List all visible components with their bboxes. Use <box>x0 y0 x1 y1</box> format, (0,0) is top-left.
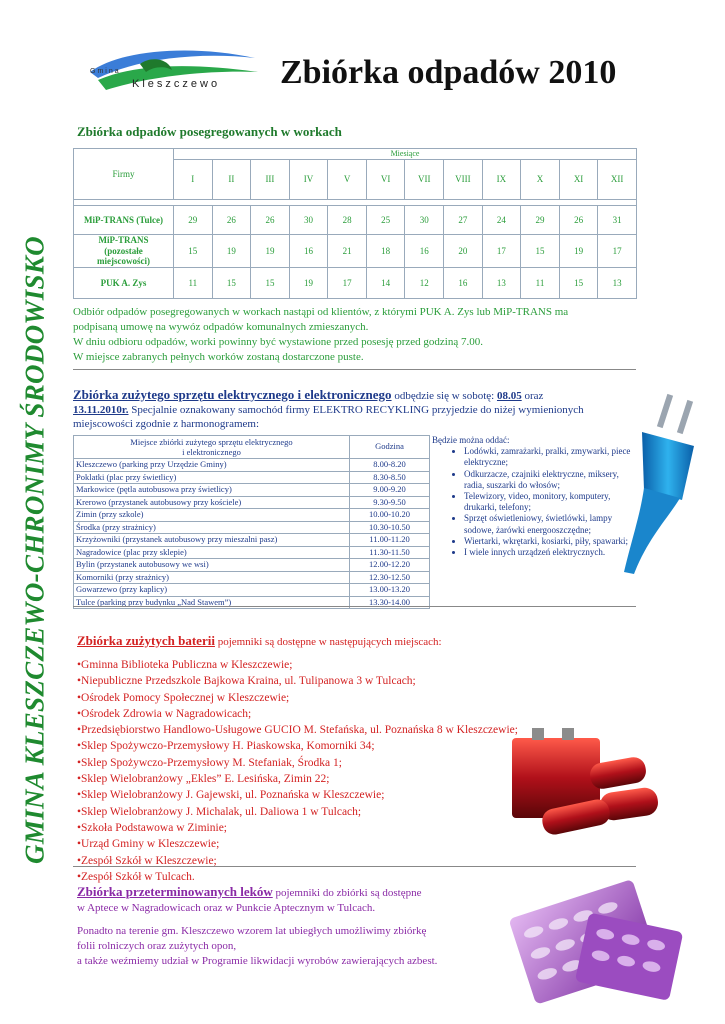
months-header: Miesiące <box>174 149 637 160</box>
place-cell: Nagradowice (plac przy sklepie) <box>74 546 350 559</box>
list-item: •Sklep Wielobranżowy „Ekles” E. Lesińska, Zimin 22; <box>77 773 330 786</box>
closing-line: Ponadto na terenie gm. Kleszczewo wzorem lat ubiegłych umożliwimy zbiórkę <box>77 925 427 937</box>
table-row <box>74 471 430 484</box>
table-row <box>74 459 430 472</box>
section2-heading: Zbiórka zużytego sprzętu elektrycznego i elektronicznego <box>73 387 392 402</box>
table-row <box>74 571 430 584</box>
table-row <box>74 534 430 547</box>
section1-heading: Zbiórka odpadów posegregowanych w workach <box>77 124 342 139</box>
month-cell: II <box>212 160 251 200</box>
value-cell: 19 <box>212 235 251 268</box>
list-item: •Ośrodek Pomocy Społecznej w Kleszczewie; <box>77 691 290 704</box>
place-cell: Poklatki (plac przy świetlicy) <box>74 471 350 484</box>
table-row <box>74 584 430 597</box>
table-row <box>74 496 430 509</box>
month-cell: XI <box>559 160 598 200</box>
list-item: •Sklep Spożywczo-Przemysłowy M. Stefaniak, Środka 1; <box>77 756 342 769</box>
time-cell: 8.30-8.50 <box>350 471 430 484</box>
waste-schedule-table <box>73 148 637 299</box>
list-item: • Wiertarki, wkrętarki, kosiarki, piły, spawarki; <box>464 536 635 547</box>
divider <box>73 369 636 370</box>
value-cell: 15 <box>212 268 251 299</box>
value-cell: 11 <box>521 268 560 299</box>
value-cell: 12 <box>405 268 444 299</box>
col-place-line2: i elektronicznego <box>182 447 241 457</box>
month-cell: VI <box>366 160 405 200</box>
value-cell: 14 <box>366 268 405 299</box>
section4-heading: Zbiórka przeterminowanych leków <box>77 884 273 899</box>
section3-heading: Zbiórka zużytych baterii <box>77 633 215 648</box>
value-cell: 20 <box>444 235 483 268</box>
time-cell: 9.30-9.50 <box>350 496 430 509</box>
section2-intro-a: odbędzie się w sobotę: <box>394 390 495 402</box>
place-cell: Bylin (przystanek autobusowy we wsi) <box>74 559 350 572</box>
value-cell: 29 <box>174 206 213 235</box>
place-cell: Kleszczewo (parking przy Urzędzie Gminy) <box>74 459 350 472</box>
logo-small-text: Gmina <box>90 68 121 75</box>
place-cell: Środka (przy strażnicy) <box>74 521 350 534</box>
list-item: •Zespół Szkół w Kleszczewie; <box>77 854 217 867</box>
value-cell: 17 <box>328 268 367 299</box>
list-item: •Niepubliczne Przedszkole Bajkowa Kraina, ul. Tulipanowa 3 w Tulcach; <box>77 675 416 688</box>
section4-heading-row <box>77 884 422 900</box>
list-item: • Sprzęt oświetleniowy, świetlówki, lampy sodowe, żarówki energooszczędne; <box>464 513 635 535</box>
value-cell: 26 <box>559 206 598 235</box>
section2-date1: 08.05 <box>496 390 522 402</box>
time-cell: 11.00-11.20 <box>350 534 430 547</box>
firms-header: Firmy <box>74 149 174 200</box>
value-cell: 29 <box>521 206 560 235</box>
firm-name: MiP-TRANS (Tulce) <box>74 206 174 235</box>
section2-date2: 13.11.2010r. <box>73 404 129 416</box>
time-cell: 9.00-9.20 <box>350 484 430 497</box>
time-cell: 11.30-11.50 <box>350 546 430 559</box>
table-row <box>74 509 430 522</box>
list-item: • Telewizory, video, monitory, komputery, drukarki, telefony; <box>464 491 635 513</box>
value-cell: 27 <box>444 206 483 235</box>
battery-locations <box>77 657 518 885</box>
value-cell: 24 <box>482 206 521 235</box>
section3-heading-row <box>77 633 442 649</box>
place-cell: Krzyżowniki (przystanek autobusowy przy mieszalni pasz) <box>74 534 350 547</box>
note-line: W dniu odbioru odpadów, worki powinny być wystawione przed posesję przed godziną 7.00. <box>73 336 483 348</box>
table-row <box>74 559 430 572</box>
firm-name: MiP-TRANS (pozostałe miejscowości) <box>74 235 174 268</box>
value-cell: 19 <box>251 235 290 268</box>
value-cell: 26 <box>212 206 251 235</box>
time-cell: 12.30-12.50 <box>350 571 430 584</box>
table-row <box>74 268 637 299</box>
closing-text <box>77 924 437 969</box>
batteries-icon <box>500 720 666 838</box>
place-cell: Komorniki (przy strażnicy) <box>74 571 350 584</box>
section4-line2: w Aptece w Nagradowicach oraz w Punkcie Aptecznym w Tulcach. <box>77 902 376 914</box>
closing-line: folii rolniczych oraz zużytych opon, <box>77 940 237 952</box>
section2-intro-d: miejscowości zgodnie z harmonogramem: <box>73 418 260 430</box>
list-item: •Przedsiębiorstwo Handlowo-Usługowe GUCIO M. Stefańska, ul. Poznańska 8 w Kleszczewie; <box>77 724 518 737</box>
value-cell: 30 <box>289 206 328 235</box>
section2-intro <box>73 388 639 431</box>
value-cell: 21 <box>328 235 367 268</box>
value-cell: 31 <box>598 206 637 235</box>
place-cell: Zimin (przy szkole) <box>74 509 350 522</box>
value-cell: 13 <box>482 268 521 299</box>
section2-intro-b: oraz <box>524 390 544 402</box>
month-cell: I <box>174 160 213 200</box>
value-cell: 13 <box>598 268 637 299</box>
place-cell: Gowarzewo (przy kaplicy) <box>74 584 350 597</box>
value-cell: 16 <box>444 268 483 299</box>
value-cell: 17 <box>598 235 637 268</box>
logo <box>80 42 270 104</box>
time-cell: 13.30-14.00 <box>350 596 430 609</box>
time-cell: 8.00-8.20 <box>350 459 430 472</box>
table-row <box>74 235 637 268</box>
value-cell: 17 <box>482 235 521 268</box>
logo-name: Kleszczewo <box>132 78 221 90</box>
side-banner-text: GMINA KLESZCZEWO-CHRONIMY ŚRODOWISKO <box>19 236 50 864</box>
pill-blister-icon <box>510 872 690 1012</box>
list-item: •Zespół Szkół w Tulcach. <box>77 870 195 883</box>
place-cell: Krerowo (przystanek autobusowy przy kościele) <box>74 496 350 509</box>
month-cell: VIII <box>444 160 483 200</box>
value-cell: 11 <box>174 268 213 299</box>
month-cell: IV <box>289 160 328 200</box>
value-cell: 28 <box>328 206 367 235</box>
table-row <box>74 546 430 559</box>
time-cell: 10.00-10.20 <box>350 509 430 522</box>
month-cell: III <box>251 160 290 200</box>
month-cell: X <box>521 160 560 200</box>
electro-schedule-table <box>73 435 430 609</box>
value-cell: 15 <box>174 235 213 268</box>
table-row <box>74 206 637 235</box>
table-row <box>74 484 430 497</box>
note-line: podpisaną umowę na wywóz odpadów komunalnych zmieszanych. <box>73 321 369 333</box>
note-line: Odbiór odpadów posegregowanych w workach nastąpi od klientów, z którymi PUK A. Zys lub MiP-TRANS ma <box>73 306 569 318</box>
value-cell: 15 <box>559 268 598 299</box>
place-cell: Markowice (pętla autobusowa przy świetlicy) <box>74 484 350 497</box>
col-place-line1: Miejsce zbiórki zużytego sprzętu elektrycznego <box>130 436 293 447</box>
value-cell: 15 <box>521 235 560 268</box>
divider <box>73 866 636 867</box>
value-cell: 18 <box>366 235 405 268</box>
value-cell: 19 <box>289 268 328 299</box>
place-cell: Tulce (parking przy budynku „Nad Stawem”) <box>74 596 350 609</box>
list-item: •Sklep Spożywczo-Przemysłowy H. Piaskowska, Komorniki 34; <box>77 740 375 753</box>
month-cell: IX <box>482 160 521 200</box>
list-item: •Gminna Biblioteka Publiczna w Kleszczewie; <box>77 659 293 671</box>
time-cell: 10.30-10.50 <box>350 521 430 534</box>
section1-note <box>73 305 639 365</box>
section4-intro: pojemniki do zbiórki są dostępne <box>275 887 422 899</box>
list-item: • I wiele innych urządzeń elektrycznych. <box>464 547 635 558</box>
value-cell: 25 <box>366 206 405 235</box>
value-cell: 19 <box>559 235 598 268</box>
time-cell: 12.00-12.20 <box>350 559 430 572</box>
table-row <box>74 521 430 534</box>
list-item: •Szkoła Podstawowa w Ziminie; <box>77 821 227 834</box>
time-cell: 13.00-13.20 <box>350 584 430 597</box>
closing-line: a także weźmiemy udział w Programie likwidacji wyrobów zawierających azbest. <box>77 955 438 967</box>
note-line: W miejsce zabranych pełnych worków zostaną dostarczone puste. <box>73 351 364 363</box>
electric-plug-icon <box>598 388 710 578</box>
section2-intro-c: Specjalnie oznakowany samochód firmy ELEKTRO RECYKLING przyjedzie do niżej wymienionych <box>131 404 584 416</box>
list-item: •Sklep Wielobranżowy J. Gajewski, ul. Poznańska w Kleszczewie; <box>77 789 385 802</box>
value-cell: 16 <box>405 235 444 268</box>
list-item: • Lodówki, zamrażarki, pralki, zmywarki, piece elektryczne; <box>464 446 635 468</box>
month-cell: XII <box>598 160 637 200</box>
col-hour-header: Godzina <box>350 436 430 459</box>
divider <box>73 606 636 607</box>
list-item: •Sklep Wielobranżowy J. Michalak, ul. Daliowa 1 w Tulcach; <box>77 805 362 818</box>
value-cell: 26 <box>251 206 290 235</box>
side-banner <box>14 230 56 870</box>
page-title: Zbiórka odpadów 2010 <box>280 54 617 91</box>
list-item: •Urząd Gminy w Kleszczewie; <box>77 838 220 851</box>
list-item: • Odkurzacze, czajniki elektryczne, miksery, radia, suszarki do włosów; <box>464 469 635 491</box>
col-place-header <box>74 436 350 459</box>
list-item: •Ośrodek Zdrowia w Nagradowicach; <box>77 707 252 720</box>
firm-name: PUK A. Zys <box>74 268 174 299</box>
month-cell: V <box>328 160 367 200</box>
value-cell: 15 <box>251 268 290 299</box>
month-cell: VII <box>405 160 444 200</box>
can-return-label: Będzie można oddać: <box>432 435 510 445</box>
value-cell: 16 <box>289 235 328 268</box>
section3-intro: pojemniki są dostępne w następujących miejscach: <box>217 636 442 648</box>
value-cell: 30 <box>405 206 444 235</box>
